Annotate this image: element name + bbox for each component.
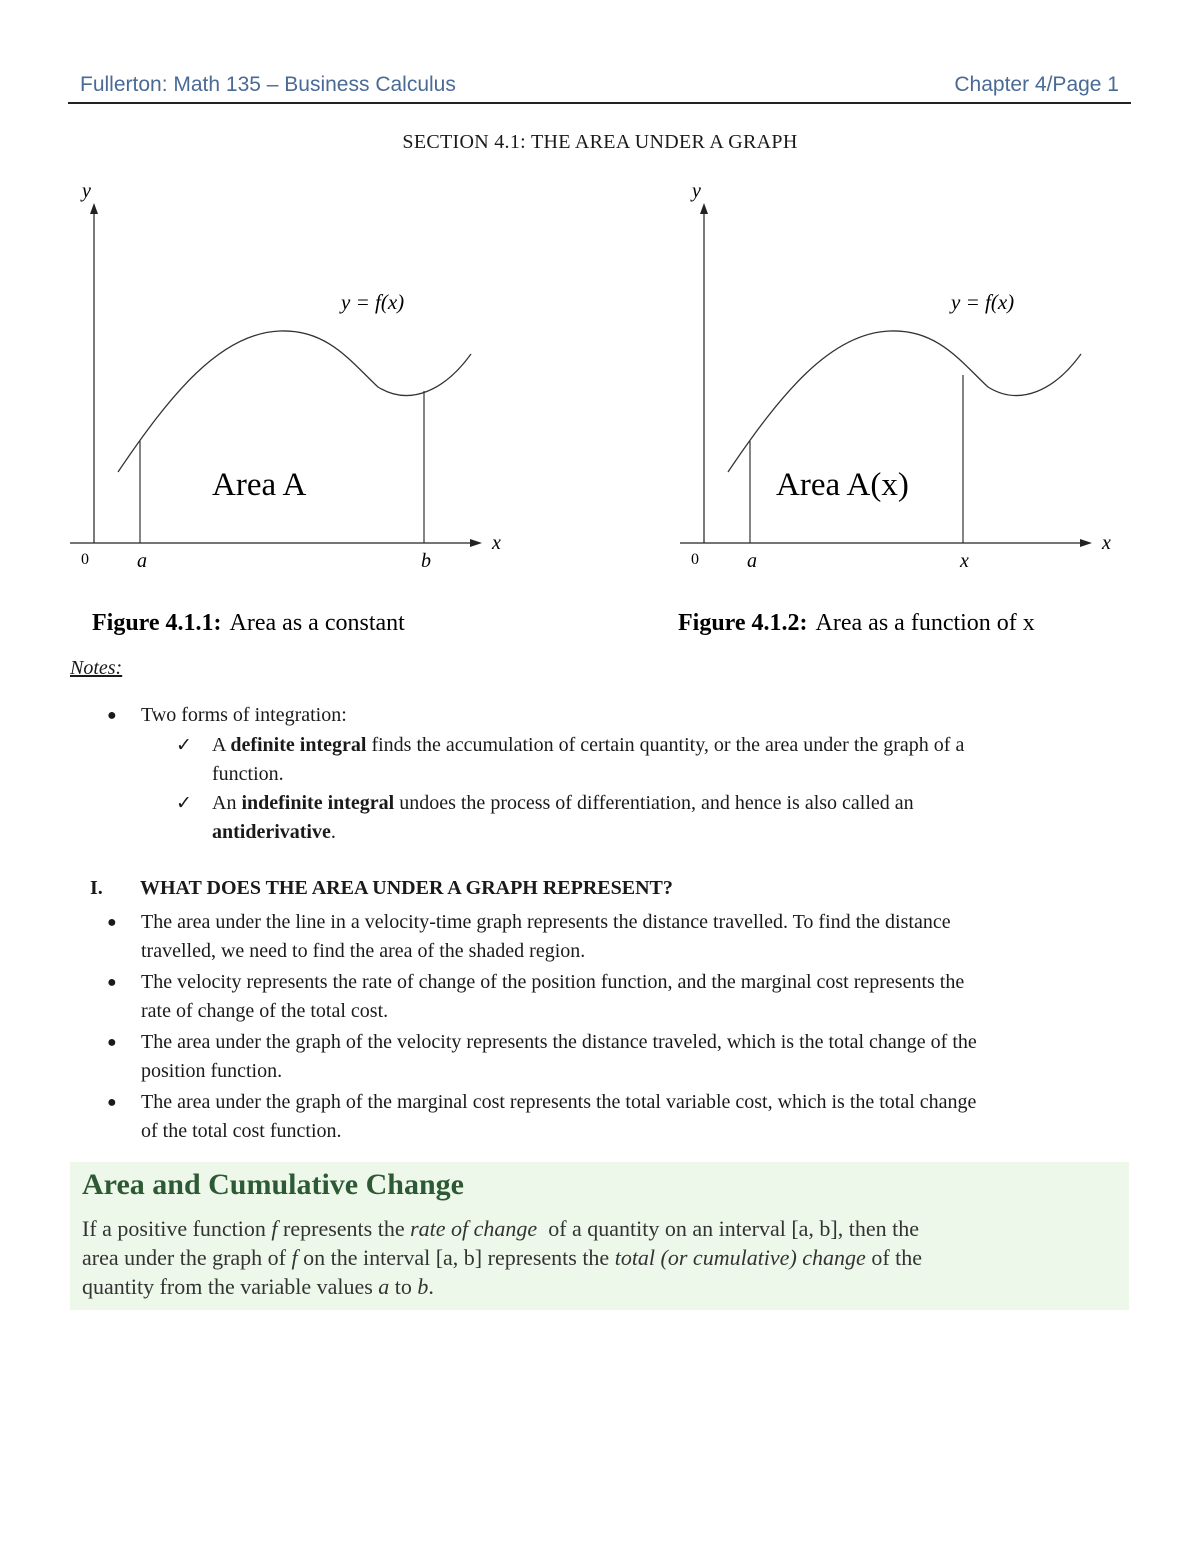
section-i-title: WHAT DOES THE AREA UNDER A GRAPH REPRESENT? xyxy=(140,877,673,899)
section-title: SECTION 4.1: THE AREA UNDER A GRAPH xyxy=(402,131,798,153)
function-curve xyxy=(728,331,1081,472)
caption-bold: Figure 4.1.2: xyxy=(678,610,808,636)
y-axis-arrow xyxy=(90,203,98,214)
header-course: Fullerton: Math 135 – Business Calculus xyxy=(80,73,456,96)
origin-label: 0 xyxy=(81,551,89,568)
term-rate-of-change: rate of change xyxy=(410,1216,538,1241)
figure-area-constant xyxy=(60,175,530,645)
check-icon: ✓ xyxy=(176,735,192,756)
figure-caption xyxy=(678,610,1035,636)
bullet-dot: ● xyxy=(107,707,117,724)
caption-text: Area as a function of x xyxy=(815,610,1035,636)
figure-caption xyxy=(92,610,405,636)
header-page: Chapter 4/Page 1 xyxy=(954,73,1119,96)
y-axis-arrow xyxy=(700,203,708,214)
definition-body: If a positive function f represents the rate of change of a quantity on an interval [a, b], then the area under the graph of f on the interval [a, b] represents the total (or cumulative) change of the quantity from the variable values a to b. xyxy=(82,1216,923,1299)
area-label: Area A(x) xyxy=(776,467,909,503)
term-total-change: total (or cumulative) change xyxy=(614,1245,866,1270)
x-axis-label: x xyxy=(492,532,501,554)
bullet-text: Two forms of integration: xyxy=(141,704,347,726)
y-axis-label: y xyxy=(692,180,701,202)
definition-title: Area and Cumulative Change xyxy=(82,1168,464,1201)
area-label: Area A xyxy=(212,467,307,503)
y-axis-label: y xyxy=(82,180,91,202)
notes-check-definite: ✓ A definite integral finds the accumulation of certain quantity, or the area under the graph of a function. xyxy=(212,731,1152,789)
term-definite-integral: definite integral xyxy=(230,734,367,756)
check-icon: ✓ xyxy=(176,793,192,814)
term-indefinite-integral: indefinite integral xyxy=(241,792,395,814)
caption-bold: Figure 4.1.1: xyxy=(92,610,222,636)
tick-label-a: a xyxy=(747,550,757,572)
tick-label-x: x xyxy=(960,550,969,572)
section-i-bullet-3: ● The area under the graph of the velocity represents the distance traveled, which is the total change of the position function. xyxy=(141,1028,1141,1086)
section-i-bullet-4: ● The area under the graph of the marginal cost represents the total variable cost, which is the total change of the total cost function. xyxy=(141,1088,1141,1146)
bullet-dot: ● xyxy=(107,914,117,931)
function-curve xyxy=(118,331,471,472)
tick-label-a: a xyxy=(137,550,147,572)
page-header xyxy=(68,70,1131,104)
section-i-bullet-1: ● The area under the line in a velocity-time graph represents the distance travelled. To find the distance travelled, we need to find the area of the shaded region. xyxy=(141,908,1141,966)
caption-text: Area as a constant xyxy=(229,610,405,636)
bullet-dot: ● xyxy=(107,1094,117,1111)
x-axis-arrow xyxy=(470,539,482,547)
bullet-dot: ● xyxy=(107,974,117,991)
bullet-dot: ● xyxy=(107,1034,117,1051)
origin-label: 0 xyxy=(691,551,699,568)
section-i-number: I. xyxy=(90,877,103,899)
curve-label: y = f(x) xyxy=(341,290,405,314)
notes-check-indefinite: ✓ An indefinite integral undoes the process of differentiation, and hence is also called an antiderivative. xyxy=(212,789,1152,847)
tick-label-b: b xyxy=(421,550,431,572)
notes-label: Notes: xyxy=(70,657,123,679)
figure-area-function xyxy=(670,175,1140,645)
definition-box xyxy=(70,1162,1129,1310)
section-i-bullet-2: ● The velocity represents the rate of change of the position function, and the marginal cost represents the rate of change of the total cost. xyxy=(141,968,1141,1026)
curve-label: y = f(x) xyxy=(951,290,1015,314)
notes-bullet xyxy=(107,701,347,730)
term-antiderivative: antiderivative xyxy=(212,821,331,843)
x-axis-label: x xyxy=(1102,532,1111,554)
x-axis-arrow xyxy=(1080,539,1092,547)
